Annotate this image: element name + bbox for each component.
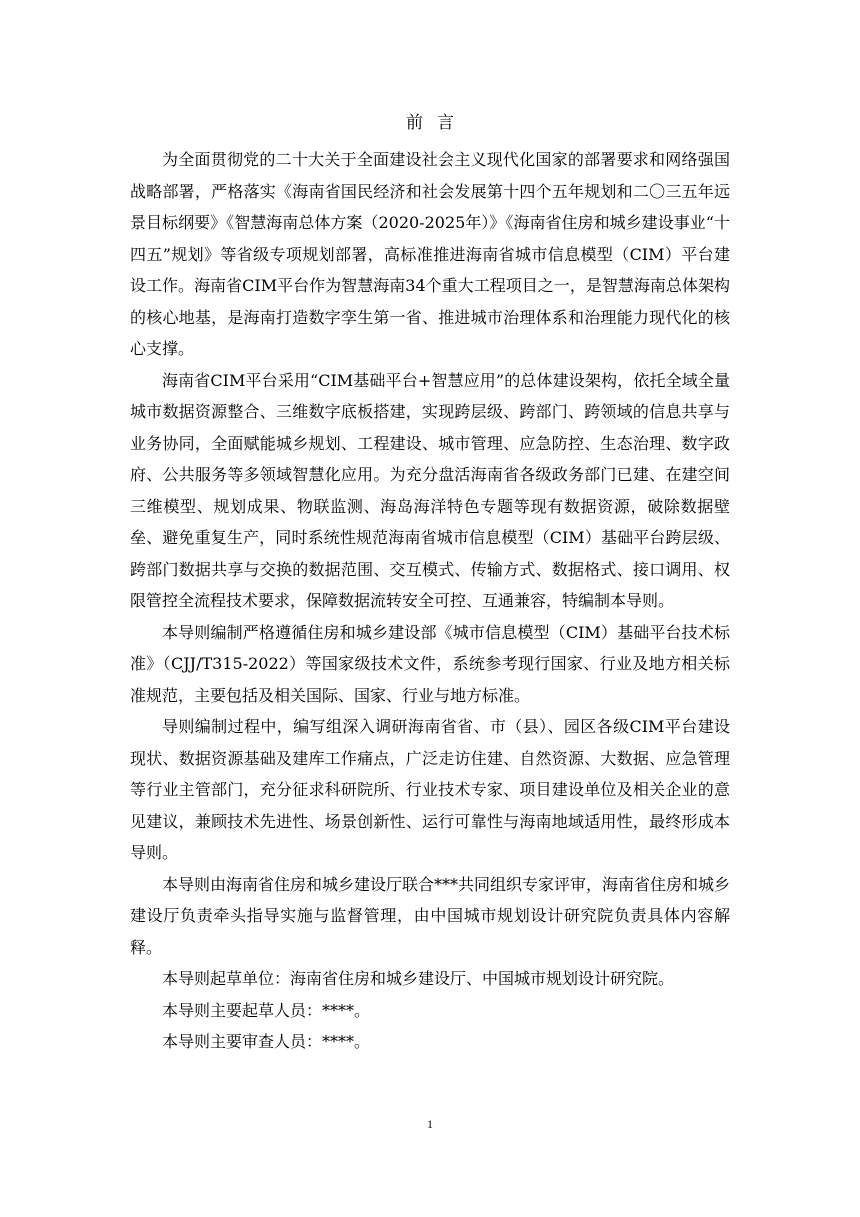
document-page	[130, 108, 730, 1058]
paragraph-review: 本导则由海南省住房和城乡建设厅联合***共同组织专家评审，海南省住房和城乡建设厅负责牵头指导实施与监督管理，由中国城市规划设计研究院负责具体内容解释。	[130, 874, 731, 957]
paragraph-background: 为全面贯彻党的二十大关于全面建设社会主义现代化国家的部署要求和网络强国战略部署，严格落实《海南省国民经济和社会发展第十四个五年规划和二〇三五年远景目标纲要》《智慧海南总体方案（2020-2025年）》《海南省住房和城乡建设事业“十四五”规划》等省级专项规划部署，高标准推进海南省城市信息模型（CIM）平台建设工作。海南省CIM平台作为智慧海南34个重大工程项目之一，是智慧海南总体架构的核心地基，是海南打造数字孪生第一省、推进城市治理体系和治理能力现代化的核心支撑。	[130, 150, 730, 358]
paragraph-drafting-unit: 本导则起草单位：海南省住房和城乡建设厅、中国城市规划设计研究院。	[162, 969, 675, 988]
paragraph-architecture: 海南省CIM平台采用“CIM基础平台+智慧应用”的总体建设架构，依托全域全量城市数据资源整合、三维数字底板搭建，实现跨层级、跨部门、跨领域的信息共享与业务协同，全面赋能城乡规划、工程建设、城市管理、应急防控、生态治理、数字政府、公共服务等多领域智慧化应用。为充分盘活海南省各级政务部门已建、在建空间三维模型、规划成果、物联监测、海岛海洋特色专题等现有数据资源，破除数据壁垒、避免重复生产，同时系统性规范海南省城市信息模型（CIM）基础平台跨层级、跨部门数据共享与交换的数据范围、交互模式、传输方式、数据格式、接口调用、权限管控全流程技术要求，保障数据流转安全可控、互通兼容，特编制本导则。	[130, 370, 730, 610]
paragraph-standards: 本导则编制严格遵循住房和城乡建设部《城市信息模型（CIM）基础平台技术标准》（CJJ/T315-2022）等国家级技术文件，系统参考现行国家、行业及地方相关标准规范，主要包括及相关国际、国家、行业与地方标准。	[130, 622, 730, 705]
paragraph-drafters: 本导则主要起草人员：****。	[162, 1000, 371, 1020]
page-number: 1	[427, 1117, 433, 1131]
paragraph-reviewers: 本导则主要审查人员：****。	[162, 1032, 371, 1051]
paragraph-process: 导则编制过程中，编写组深入调研海南省省、市（县）、园区各级CIM平台建设现状、数据资源基础及建库工作痛点，广泛走访住建、自然资源、大数据、应急管理等行业主管部门，充分征求科研院所、行业技术专家、项目建设单位及相关企业的意见建议，兼顾技术先进性、场景创新性、运行可靠性与海南地域适用性，最终形成本导则。	[130, 717, 730, 862]
page-title: 前言	[406, 113, 468, 133]
